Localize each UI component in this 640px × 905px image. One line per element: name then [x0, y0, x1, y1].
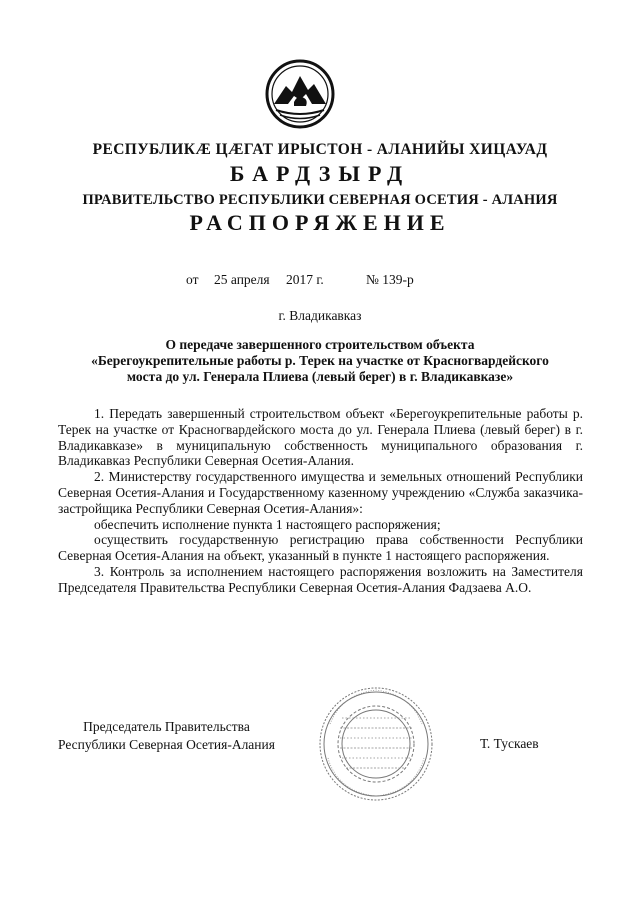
signatory-title-line: Председатель Правительства — [83, 719, 250, 734]
paragraph-2-item-2: осуществить государственную регистрацию права собственности Республики Северная Осетия-Алания на объект, указанный в пункте 1 настоящего распоряжения. — [58, 532, 583, 564]
document-city: г. Владикавказ — [278, 308, 362, 323]
paragraph-2-item-1: обеспечить исполнение пункта 1 настоящего распоряжения; — [94, 516, 441, 532]
subject-line: «Берегоукрепительные работы р. Терек на участке от Красногвардейского — [91, 353, 549, 368]
signatory-title — [58, 718, 275, 754]
paragraph-3: 3. Контроль за исполнением настоящего распоряжения возложить на Заместителя Председателя Правительства Республики Северная Осетия-Алания Фадзаева А.О. — [58, 563, 583, 595]
document-year: 2017 г. — [286, 272, 324, 287]
signatory-title-line: Республики Северная Осетия-Алания — [58, 737, 275, 752]
ossetian-order-title: БАРДЗЫРД — [229, 161, 411, 186]
ossetian-government-title: РЕСПУБЛИКÆ ЦÆГАТ ИРЫСТОН - АЛАНИЙЫ ХИЦАУАД — [92, 141, 548, 158]
signatory-name: Т. Тускаев — [480, 736, 539, 751]
document-type-title: РАСПОРЯЖЕНИЕ — [189, 210, 451, 235]
paragraph-2: 2. Министерству государственного имущества и земельных отношений Республики Северная Осетия-Алания и Государственному казенному учреждению «Служба заказчика-застройщика Республики Северная Осетия-Алания»: — [58, 469, 583, 516]
document-date: 25 апреля — [214, 272, 270, 287]
subject-line: О передаче завершенного строительством объекта — [165, 337, 475, 352]
document-subject — [0, 337, 640, 385]
coat-of-arms-emblem-icon — [264, 58, 336, 130]
document-number: № 139-р — [366, 272, 414, 287]
official-round-stamp-icon — [312, 684, 440, 804]
paragraph-1: 1. Передать завершенный строительством объект «Берегоукрепительные работы р. Терек на участке от Красногвардейского моста до ул. Генерала Плиева (левый берег) в г. Владикавказе» в муниципальную собственность муниципального образования г. Владикавказ Республики Северная Осетия-Алания. — [58, 406, 583, 469]
subject-line: моста до ул. Генерала Плиева (левый берег) в г. Владикавказе» — [126, 369, 514, 384]
date-prefix: от — [186, 272, 199, 287]
russian-government-title: ПРАВИТЕЛЬСТВО РЕСПУБЛИКИ СЕВЕРНАЯ ОСЕТИЯ - АЛАНИЯ — [82, 192, 558, 208]
document-body — [58, 406, 583, 596]
